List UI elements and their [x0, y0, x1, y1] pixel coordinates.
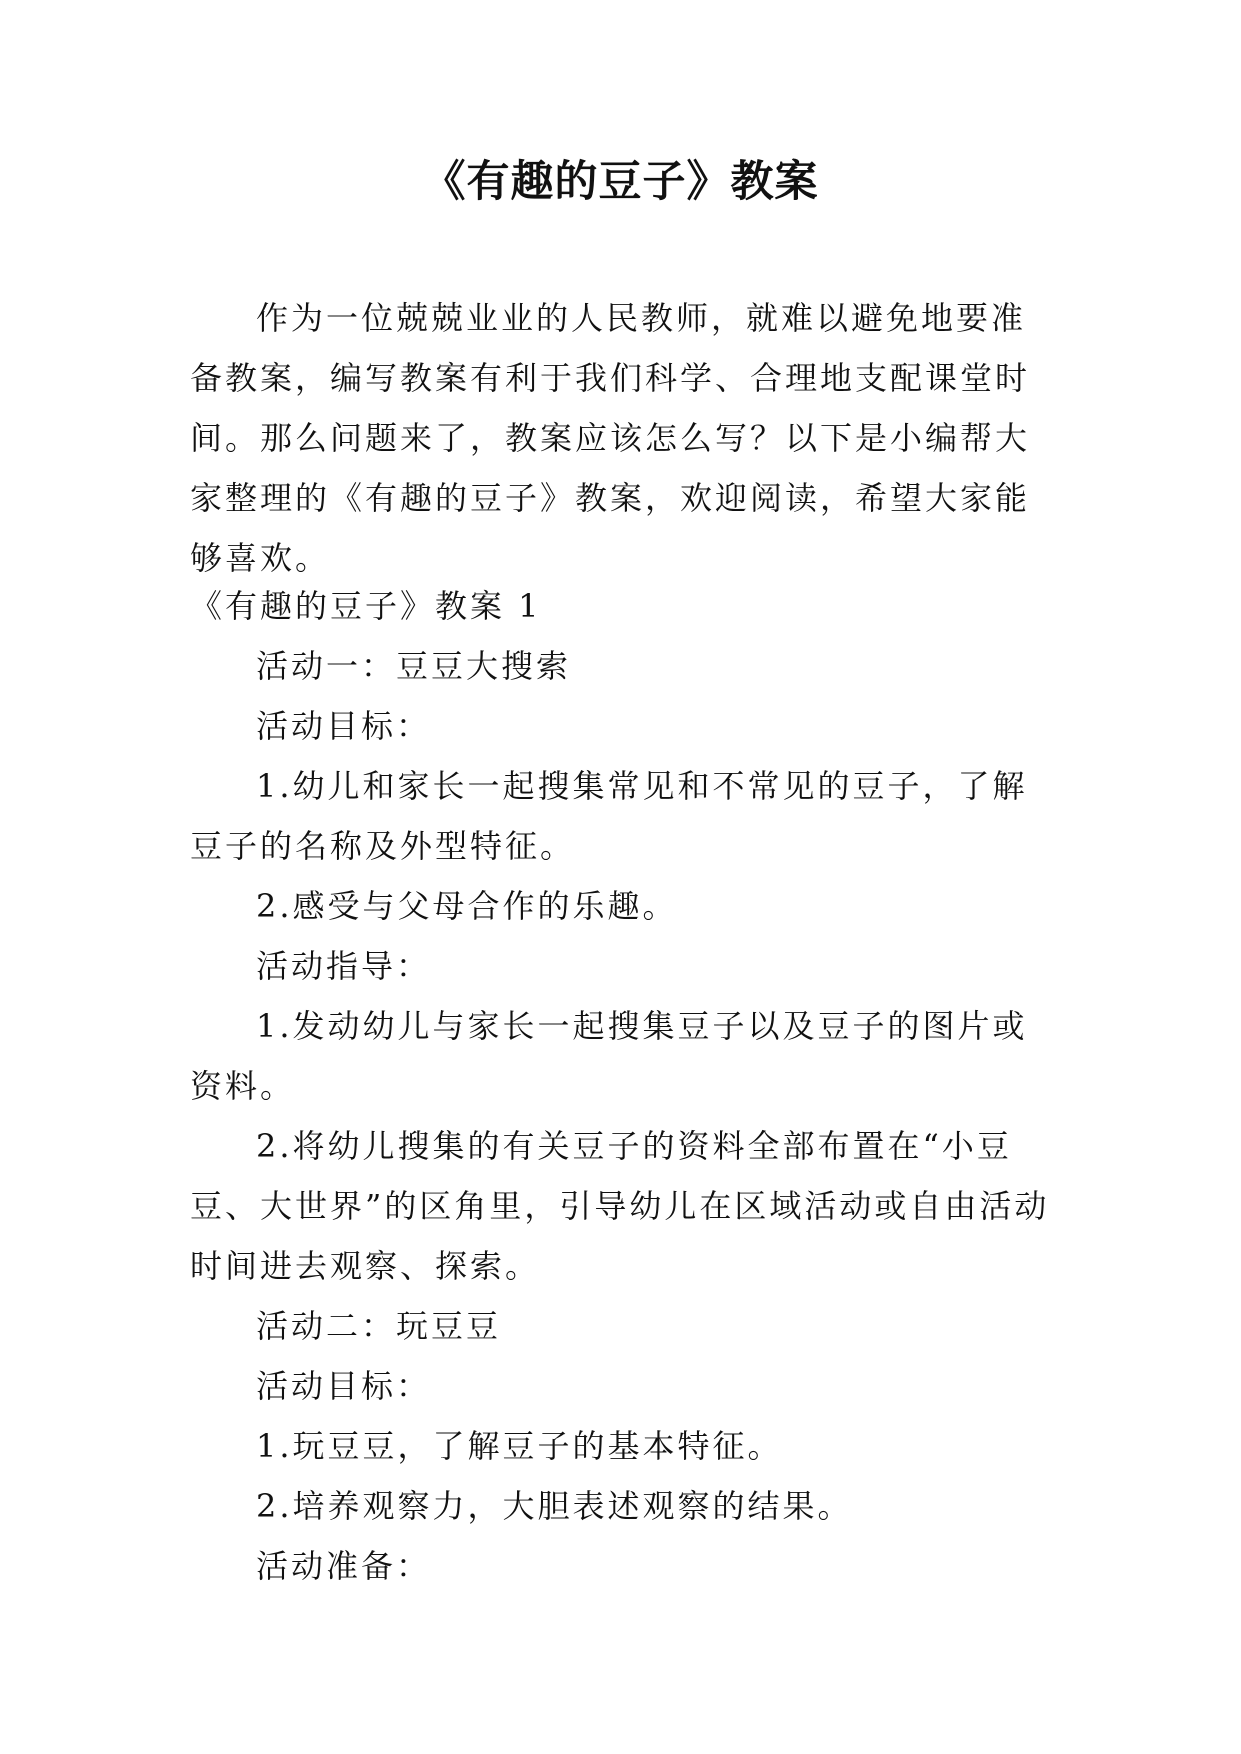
- activity-one-title: 活动一：豆豆大搜索: [256, 647, 572, 685]
- activity-two-goals-label: 活动目标：: [256, 1367, 432, 1405]
- activity-one-goals-label: 活动目标：: [256, 707, 432, 745]
- activity-two-goal-2: 2.培养观察力，大胆表述观察的结果。: [256, 1487, 853, 1525]
- activity-one-goal-2: 2.感受与父母合作的乐趣。: [256, 887, 678, 925]
- intro-block: [190, 288, 1052, 588]
- activity-one-goal-1: 1.幼儿和家长一起搜集常见和不常见的豆子，了解豆子的名称及外型特征。: [190, 767, 1028, 865]
- activity-one-guidance-label: 活动指导：: [256, 947, 432, 985]
- activity-two-goal-1: 1.玩豆豆，了解豆子的基本特征。: [256, 1427, 783, 1465]
- section-heading: 《有趣的豆子》教案 1: [190, 587, 542, 625]
- lesson-plan-section: [190, 576, 1052, 1596]
- activity-one-guidance-1: 1.发动幼儿与家长一起搜集豆子以及豆子的图片或资料。: [190, 1007, 1028, 1105]
- intro-paragraph: 作为一位兢兢业业的人民教师，就难以避免地要准备教案，编写教案有利于我们科学、合理地支配课堂时间。那么问题来了，教案应该怎么写？以下是小编帮大家整理的《有趣的豆子》教案，欢迎阅读，希望大家能够喜欢。: [190, 299, 1031, 577]
- activity-two-prep-label: 活动准备：: [256, 1547, 432, 1585]
- activity-one-guidance-2: 2.将幼儿搜集的有关豆子的资料全部布置在“小豆豆、大世界”的区角里，引导幼儿在区域活动或自由活动时间进去观察、探索。: [190, 1127, 1050, 1285]
- activity-two-title: 活动二：玩豆豆: [256, 1307, 502, 1345]
- document-title: 《有趣的豆子》教案: [422, 157, 819, 207]
